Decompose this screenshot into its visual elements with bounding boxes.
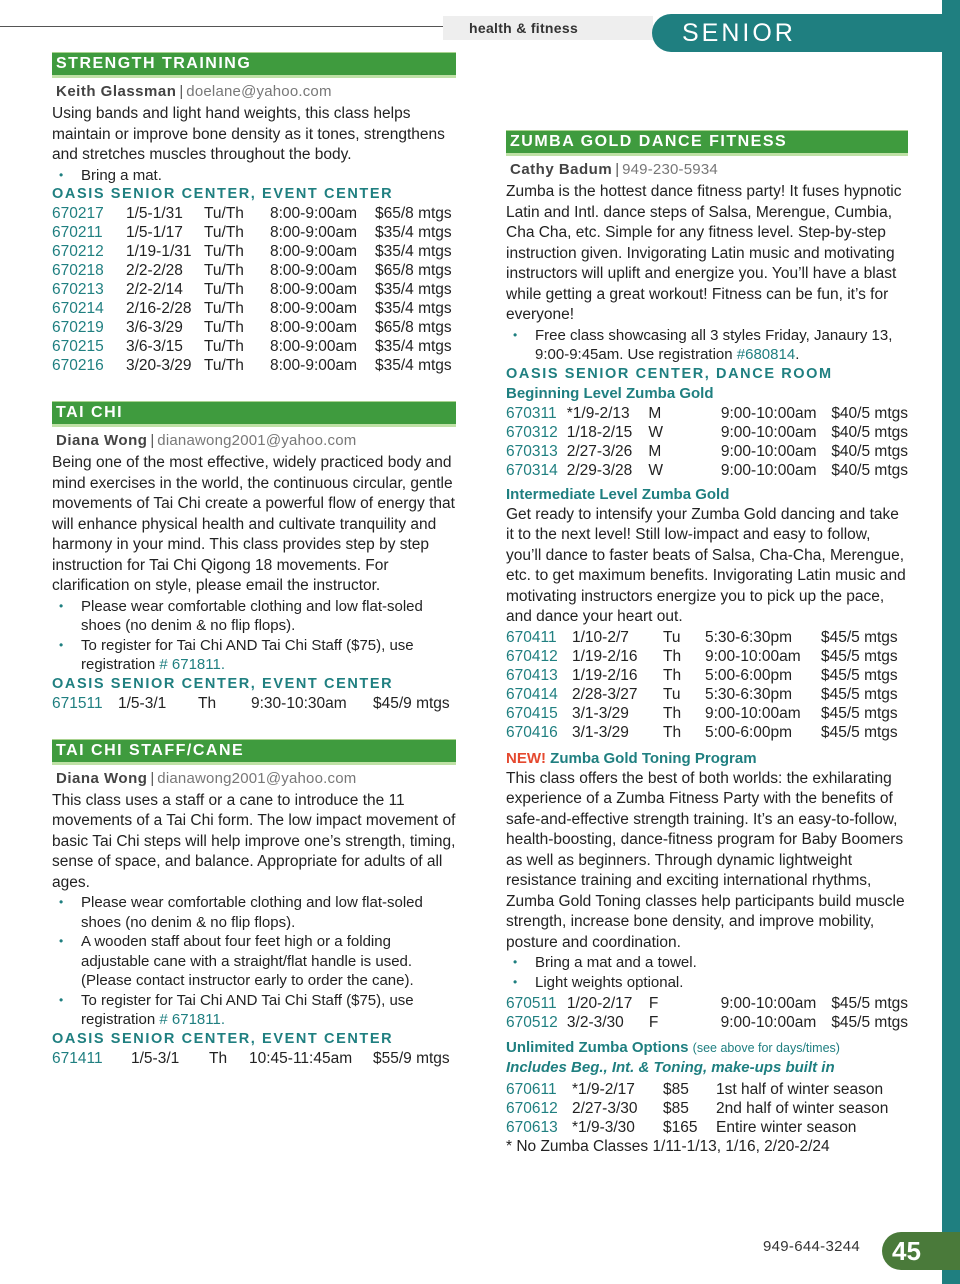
table-row [506, 647, 898, 666]
table-cell: W [648, 461, 664, 479]
table-cell: Th [198, 694, 217, 712]
table-cell: 3/20-3/29 [126, 357, 192, 374]
course-code[interactable]: 670414 [506, 685, 558, 703]
table-cell: 5:00-6:00pm [705, 723, 793, 741]
table-cell: 1st half of winter season [716, 1081, 884, 1098]
course-code[interactable]: 670313 [506, 442, 558, 460]
class-description: Being one of the most effective, widely practiced body and mind exercises in the world, the continuous circular, gentle movements of Tai Chi create a powerful flow of energy that will enhance physical health and cultivate tranquility and harmony in your mind. This class provides step by step instruction for Tai Chi Qigong 18 movements. For clarification on style, please email the instructor. [52, 454, 455, 594]
table-cell: $40/5 mtgs [831, 423, 908, 441]
course-code[interactable]: 670219 [52, 319, 104, 336]
zumba-section [506, 130, 908, 1158]
table-row [52, 242, 452, 261]
table-cell: Tu/Th [204, 224, 244, 241]
bullet-item: • Bring a mat. [52, 166, 456, 186]
table-cell: $45/5 mtgs [831, 995, 908, 1012]
course-code[interactable]: 670611 [506, 1081, 557, 1098]
table-cell: Th [663, 723, 682, 741]
table-cell: Th [209, 1049, 228, 1067]
class-schedule-table [506, 628, 898, 742]
new-label: NEW! [506, 749, 546, 767]
table-cell: Tu/Th [204, 338, 244, 355]
course-code[interactable]: 670413 [506, 666, 558, 684]
table-row [52, 261, 452, 280]
table-row [52, 337, 452, 356]
course-code[interactable]: 670415 [506, 704, 558, 722]
table-cell: 9:00-10:00am [720, 404, 817, 422]
table-cell: *1/9-2/17 [572, 1081, 635, 1098]
table-cell: 5:00-6:00pm [705, 666, 793, 684]
table-cell: 5:30-6:30pm [705, 628, 793, 646]
table-cell: 1/19-2/16 [572, 666, 638, 684]
bullet-list [506, 326, 908, 365]
subsection-title: Unlimited Zumba Options (see above for days/times) [506, 1039, 840, 1056]
table-cell: 8:00-9:00am [270, 224, 358, 241]
strength-training-section [52, 52, 456, 375]
table-cell: 8:00-9:00am [270, 281, 358, 298]
course-code[interactable]: 670314 [506, 461, 558, 479]
table-cell: 1/5-3/1 [131, 1049, 180, 1067]
table-cell: $45/5 mtgs [821, 628, 898, 646]
table-cell: 9:00-10:00am [720, 995, 817, 1012]
table-row [506, 994, 908, 1013]
table-cell: Tu/Th [204, 262, 244, 279]
section-heading: ZUMBA GOLD DANCE FITNESS [506, 130, 908, 156]
table-row [506, 704, 898, 723]
class-schedule-table [52, 1049, 450, 1068]
table-cell: Th [663, 647, 682, 665]
right-edge-bar [942, 0, 960, 1284]
table-cell: $35/4 mtgs [375, 357, 452, 374]
table-row [506, 1080, 888, 1099]
location-heading: OASIS SENIOR CENTER, EVENT CENTER [52, 1030, 394, 1047]
registration-number: #680814 [736, 346, 796, 363]
section-label: health & fitness [443, 16, 653, 40]
section-heading: TAI CHI STAFF/CANE [52, 739, 456, 765]
footnote: * No Zumba Classes 1/11-1/13, 1/16, 2/20-2/24 [506, 1138, 830, 1155]
right-column [506, 130, 908, 1158]
table-cell: $45/5 mtgs [821, 704, 898, 722]
course-code[interactable]: 670218 [52, 262, 104, 279]
table-cell: $85 [663, 1100, 689, 1117]
table-cell: 9:00-10:00am [720, 423, 817, 441]
bullet-list [52, 166, 456, 186]
table-cell: 1/5-3/1 [118, 694, 167, 712]
table-cell: $35/4 mtgs [375, 281, 452, 298]
bullet-item: • Please wear comfortable clothing and low flat-soled shoes (no denim & no flip flops). [52, 893, 456, 932]
page-number: 45 [882, 1232, 960, 1270]
course-code[interactable]: 670612 [506, 1100, 558, 1117]
table-cell: 8:00-9:00am [270, 319, 358, 336]
table-row [506, 723, 898, 742]
class-description: Zumba is the hottest dance fitness party! It fuses hypnotic Latin and Intl. dance steps of Salsa, Merengue, Cumbia, Cha Cha, etc. Simple for any fitness level. Step-by-step instruction given. Invigorating Latin music and motivating instructors will uplift and energize you. You’ll have a blast while getting a great workout! Fitness can be fun, it’s for everyone! [506, 183, 902, 323]
bullet-list [52, 893, 456, 1030]
class-description: Get ready to intensify your Zumba Gold dancing and take it to the next level! Still low-impact and easy to follow, you’ll dance to faster beats of Salsa, Cha-Cha, Merengue, etc. to get maximum benefits. Invigorating Latin music and motivating instructors energize you to pick up the pace, and dance your heart out. [506, 505, 906, 625]
course-code[interactable]: 670312 [506, 423, 558, 441]
subsection-title: Intermediate Level Zumba Gold [506, 485, 730, 503]
table-cell: $40/5 mtgs [831, 404, 908, 422]
table-row [506, 1099, 888, 1118]
table-row [506, 404, 908, 423]
instructor-name: Diana Wong [56, 432, 148, 449]
course-code[interactable]: 670215 [52, 338, 104, 355]
subsection-note: (see above for days/times) [692, 1041, 840, 1055]
table-row [52, 356, 452, 375]
header-rule [0, 26, 460, 27]
bullet-list [506, 953, 908, 992]
registration-number: # 671811. [159, 656, 225, 673]
bullet-item: • Please wear comfortable clothing and low flat-soled shoes (no denim & no flip flops). [52, 597, 456, 636]
table-cell: 9:00-10:00am [705, 647, 801, 665]
course-code[interactable]: 671411 [52, 1049, 103, 1067]
course-code[interactable]: 670412 [506, 647, 558, 665]
course-code[interactable]: 670411 [506, 628, 557, 646]
table-cell: Tu/Th [204, 281, 244, 298]
bullet-item: • Free class showcasing all 3 styles Friday, Janaury 13, 9:00-9:45am. Use registration #680814. [506, 326, 908, 365]
table-row [506, 442, 908, 461]
class-description: This class uses a staff or a cane to introduce the 11 movements of a Tai Chi form. The low impact movement of basic Tai Chi steps will help improve one’s strength, timing, sense of space, and balance. Appropriate for adults of all ages. [52, 791, 456, 891]
table-row [52, 223, 452, 242]
subsection-subtitle: Includes Beg., Int. & Toning, make-ups built in [506, 1059, 835, 1076]
table-cell: M [648, 442, 662, 460]
section-heading: STRENGTH TRAINING [52, 52, 456, 78]
instructor-email[interactable]: dianawong2001@yahoo.com [157, 432, 357, 449]
table-cell: $45/9 mtgs [373, 694, 450, 712]
table-cell: 8:00-9:00am [270, 262, 358, 279]
table-cell: 8:00-9:00am [270, 300, 358, 317]
table-cell: 10:45-11:45am [249, 1049, 353, 1067]
table-cell: 2/16-2/28 [126, 300, 192, 317]
location-heading: OASIS SENIOR CENTER, EVENT CENTER [52, 675, 394, 692]
class-schedule-table [506, 994, 908, 1032]
table-cell: $40/5 mtgs [831, 461, 908, 479]
table-cell: 9:00-10:00am [720, 442, 817, 460]
table-row [506, 461, 908, 480]
table-cell: $40/5 mtgs [831, 442, 908, 460]
instructor-name: Cathy Badum [510, 161, 613, 178]
course-code[interactable]: 670213 [52, 281, 104, 298]
table-row [506, 1013, 908, 1032]
table-cell: 1/18-2/15 [566, 423, 633, 441]
table-cell: Entire winter season [716, 1119, 857, 1136]
subsection-title: NEW! Zumba Gold Toning Program [506, 749, 757, 767]
class-schedule-table [506, 1080, 888, 1137]
table-cell: $65/8 mtgs [375, 205, 452, 222]
tai-chi-staff-section [52, 739, 456, 1068]
course-code[interactable]: 670217 [52, 205, 104, 222]
class-schedule-table [52, 204, 452, 375]
bullet-item: • To register for Tai Chi AND Tai Chi Staff ($75), use registration # 671811. [52, 636, 456, 675]
table-cell: $45/5 mtgs [821, 685, 898, 703]
table-row [506, 685, 898, 704]
table-cell: 3/6-3/29 [126, 319, 183, 336]
course-code[interactable]: 670613 [506, 1119, 558, 1136]
table-cell: $65/8 mtgs [375, 319, 452, 336]
table-cell: 1/5-1/31 [126, 205, 183, 222]
table-cell: 9:30-10:30am [251, 694, 347, 712]
bullet-list [52, 597, 456, 675]
table-cell: 1/5-1/17 [126, 224, 183, 241]
table-cell: Tu/Th [204, 319, 244, 336]
course-code[interactable]: 670212 [52, 243, 104, 260]
location-heading: OASIS SENIOR CENTER, EVENT CENTER [52, 186, 394, 202]
table-cell: 3/2-3/30 [566, 1014, 624, 1031]
table-cell: $45/5 mtgs [821, 723, 898, 741]
senior-services-banner: SENIOR SERVICES [652, 14, 942, 52]
course-code[interactable]: 670216 [52, 357, 104, 374]
instructor-email[interactable]: dianawong2001@yahoo.com [157, 769, 357, 787]
table-cell: $35/4 mtgs [375, 300, 452, 317]
instructor-name: Keith Glassman [56, 83, 177, 100]
table-cell: 8:00-9:00am [270, 338, 358, 355]
subsection-title: Beginning Level Zumba Gold [506, 384, 714, 402]
table-row [506, 628, 898, 647]
table-cell: $55/9 mtgs [373, 1049, 450, 1067]
table-cell: $35/4 mtgs [375, 224, 452, 241]
table-row [52, 1049, 450, 1068]
table-cell: 8:00-9:00am [270, 243, 358, 260]
footer-phone: 949-644-3244 [763, 1238, 861, 1255]
course-code[interactable]: 670311 [506, 404, 557, 422]
course-code[interactable]: 670214 [52, 300, 104, 317]
table-cell: Th [663, 666, 682, 684]
table-cell: $165 [663, 1119, 698, 1136]
instructor-line: Diana Wong | dianawong2001@yahoo.com [56, 769, 357, 787]
course-code[interactable]: 671511 [52, 694, 103, 712]
table-row [506, 666, 898, 685]
table-cell: Tu/Th [204, 243, 244, 260]
table-cell: *1/9-2/13 [566, 404, 630, 422]
table-cell: 3/6-3/15 [126, 338, 183, 355]
table-cell: $35/4 mtgs [375, 243, 452, 260]
table-cell: 1/20-2/17 [566, 995, 633, 1012]
section-heading: TAI CHI [52, 401, 456, 427]
bullet-item: • Light weights optional. [506, 973, 908, 993]
table-cell: 8:00-9:00am [270, 357, 358, 374]
table-cell: $45/5 mtgs [821, 647, 898, 665]
location-heading: OASIS SENIOR CENTER, DANCE ROOM [506, 365, 833, 382]
bullet-item: • To register for Tai Chi AND Tai Chi Staff ($75), use registration # 671811. [52, 991, 456, 1030]
table-cell: $85 [663, 1081, 689, 1098]
table-cell: $35/4 mtgs [375, 338, 452, 355]
table-cell: 5:30-6:30pm [705, 685, 793, 703]
class-schedule-table [52, 694, 450, 713]
table-cell: 1/19-1/31 [126, 243, 192, 260]
instructor-name: Diana Wong [56, 769, 148, 787]
table-cell: 9:00-10:00am [720, 1014, 817, 1031]
table-cell: Tu [663, 685, 681, 703]
course-code[interactable]: 670416 [506, 723, 558, 741]
table-row [506, 423, 908, 442]
table-cell: Tu [663, 628, 681, 646]
course-code[interactable]: 670511 [506, 995, 557, 1012]
tai-chi-section [52, 401, 456, 713]
table-cell: Tu/Th [204, 357, 244, 374]
bullet-item: • A wooden staff about four feet high or a folding adjustable cane with a straight/flat handle is used. (Please contact instructor early to order the cane). [52, 932, 456, 991]
table-row [52, 694, 450, 713]
table-cell: $45/5 mtgs [821, 666, 898, 684]
table-cell: 2/27-3/30 [572, 1100, 638, 1117]
table-cell: 9:00-10:00am [720, 461, 817, 479]
table-cell: 2/2-2/28 [126, 262, 183, 279]
table-cell: F [648, 1014, 659, 1031]
table-row [506, 1118, 888, 1137]
instructor-email[interactable]: doelane@yahoo.com [186, 83, 332, 100]
table-cell: *1/9-3/30 [572, 1119, 635, 1136]
table-cell: $45/5 mtgs [831, 1014, 908, 1031]
left-column [52, 52, 456, 1068]
table-row [52, 280, 452, 299]
table-cell: 1/19-2/16 [572, 647, 638, 665]
instructor-line: Diana Wong | dianawong2001@yahoo.com [56, 432, 357, 449]
table-row [52, 299, 452, 318]
table-row [52, 318, 452, 337]
table-cell: 1/10-2/7 [572, 628, 629, 646]
table-cell: 2/2-2/14 [126, 281, 183, 298]
bullet-item: • Bring a mat and a towel. [506, 953, 908, 973]
table-cell: 2/28-3/27 [572, 685, 638, 703]
table-cell: W [648, 423, 664, 441]
class-description: Using bands and light hand weights, this class helps maintain or improve bone density as it tones, strengthens and stretches muscles throughout the body. [52, 105, 445, 163]
table-cell: 2/27-3/26 [566, 442, 633, 460]
table-cell: 8:00-9:00am [270, 205, 358, 222]
table-cell: $65/8 mtgs [375, 262, 452, 279]
instructor-line: Cathy Badum | 949-230-5934 [510, 161, 718, 178]
table-cell: Th [663, 704, 682, 722]
class-schedule-table [506, 404, 908, 480]
table-cell: 3/1-3/29 [572, 723, 629, 741]
course-code[interactable]: 670211 [52, 224, 103, 241]
table-cell: Tu/Th [204, 300, 244, 317]
table-row [52, 204, 452, 223]
table-cell: 2/29-3/28 [566, 461, 633, 479]
table-cell: 3/1-3/29 [572, 704, 629, 722]
instructor-line: Keith Glassman | doelane@yahoo.com [56, 83, 332, 100]
course-code[interactable]: 670512 [506, 1014, 558, 1031]
table-cell: 9:00-10:00am [705, 704, 801, 722]
class-description: This class offers the best of both worlds: the exhilarating experience of a Zumba Fitness Party with the benefits of safe-and-effective strength training. It’s an easy-to-follow, health-boosting, dance-fitness program for Baby Boomers as well as beginners. Through dynamic lightweight resistance training and exciting international rhythms, Zumba Gold Toning classes help participants build muscle strength, increase bone density, and improve mobility, posture and coordination. [506, 769, 905, 951]
instructor-phone: 949-230-5934 [622, 161, 718, 178]
table-cell: F [648, 995, 659, 1012]
table-cell: M [648, 404, 662, 422]
table-cell: 2nd half of winter season [716, 1100, 889, 1117]
registration-number: # 671811. [159, 1011, 225, 1028]
table-cell: Tu/Th [204, 205, 244, 222]
